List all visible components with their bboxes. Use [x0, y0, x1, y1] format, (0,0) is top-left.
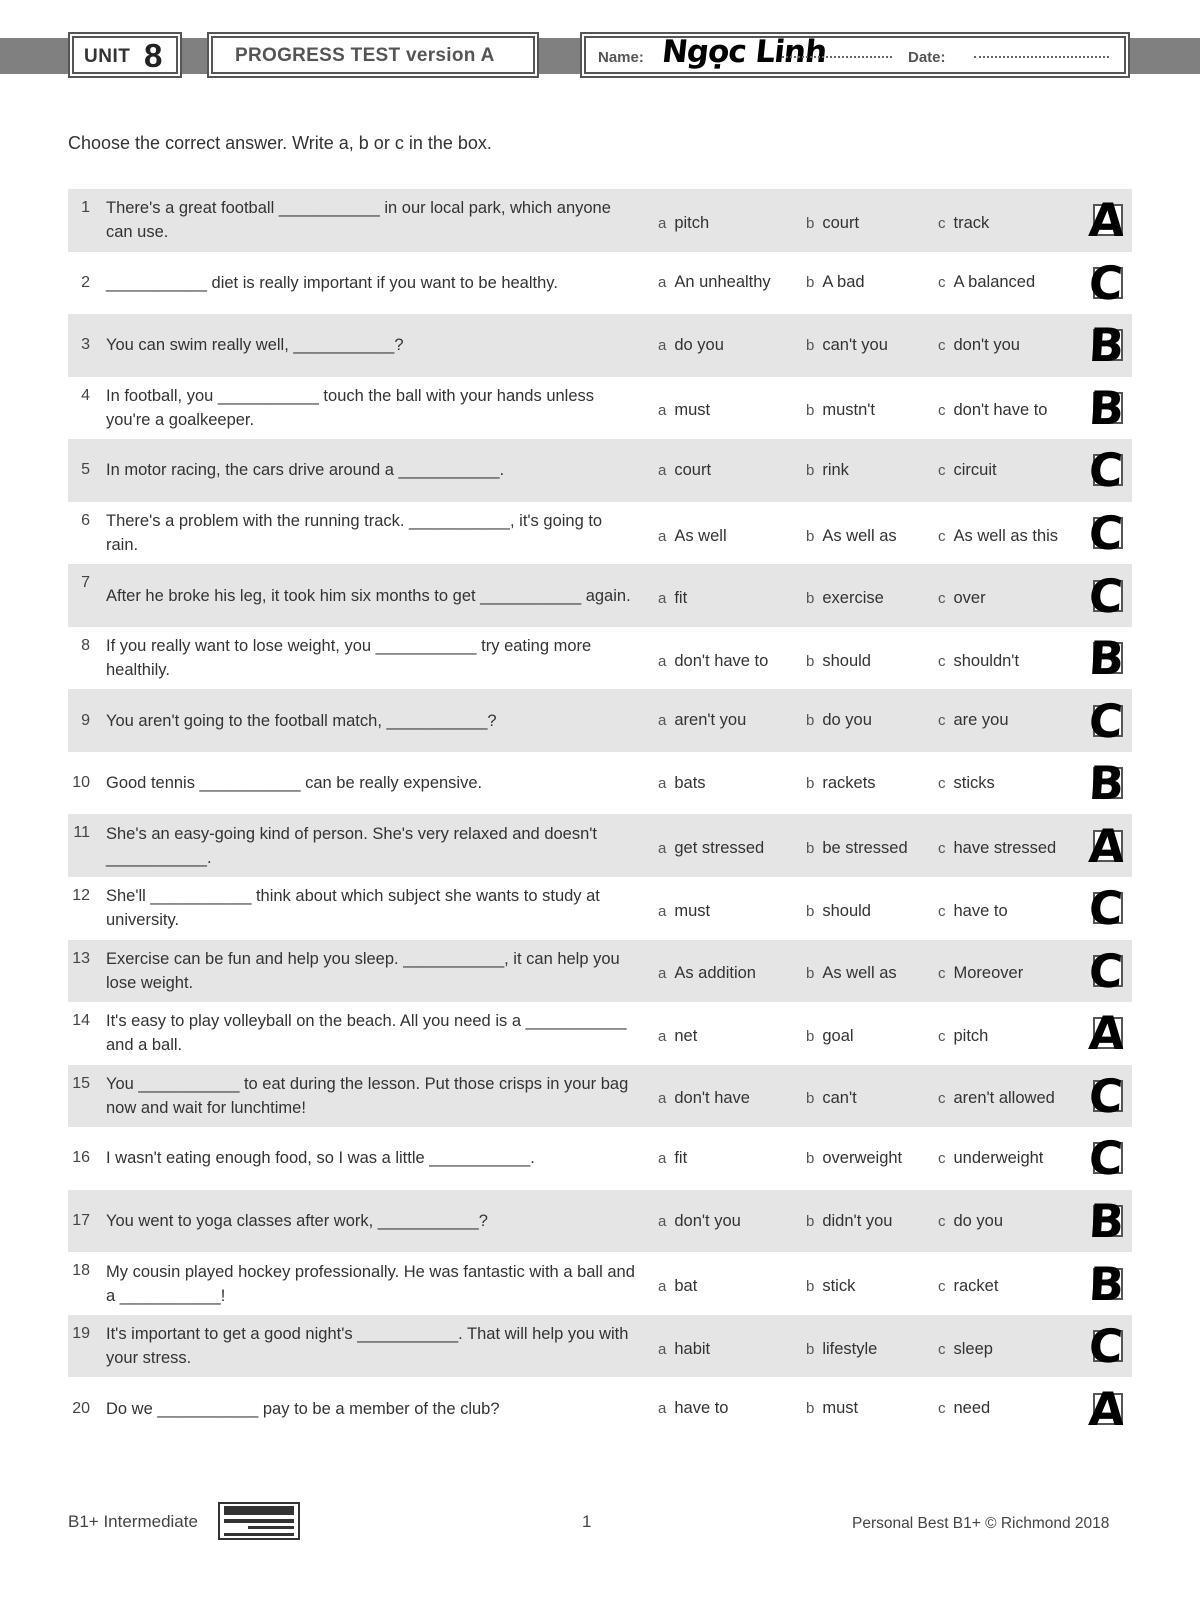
question-text: There's a problem with the running track. ___________, it's going to rain. — [106, 512, 603, 554]
handwritten-answer[interactable]: C — [1087, 506, 1125, 560]
option-letter: b — [806, 402, 815, 420]
option-letter: b — [806, 965, 815, 983]
footer-copyright: Personal Best B1+ © Richmond 2018 — [852, 1515, 1110, 1532]
option-a — [658, 1377, 728, 1440]
test-title-box — [207, 32, 539, 78]
option-b — [806, 252, 865, 315]
option-a — [658, 877, 710, 940]
option-letter: c — [938, 1027, 946, 1045]
question-row — [68, 1315, 1132, 1378]
option-c-text: have to — [953, 901, 1008, 920]
option-b-text: goal — [822, 1026, 854, 1045]
option-c-text: don't you — [953, 335, 1020, 354]
option-c-text: don't have to — [953, 401, 1048, 420]
question-row — [68, 627, 1132, 690]
option-b — [806, 877, 871, 940]
question-row — [68, 1190, 1132, 1253]
option-b — [806, 1127, 902, 1190]
question-text: You ___________ to eat during the lesson. Put those crisps in your bag now and wait for lunchtime! — [106, 1074, 629, 1117]
option-c — [938, 1190, 1003, 1253]
option-a — [658, 627, 768, 690]
option-a-text: court — [674, 460, 712, 479]
question-number: 16 — [72, 1149, 90, 1167]
option-letter: c — [938, 1400, 946, 1418]
option-a-text: habit — [674, 1339, 711, 1358]
question-row — [68, 314, 1132, 377]
option-a-text: bats — [674, 773, 706, 792]
option-b-text: can't — [822, 1089, 857, 1108]
footer-page-number: 1 — [582, 1512, 592, 1531]
option-c — [938, 1065, 1055, 1128]
option-c-text: aren't allowed — [953, 1089, 1055, 1108]
option-a — [658, 189, 709, 252]
handwritten-answer[interactable]: C — [1087, 693, 1125, 748]
option-a-text: have to — [674, 1399, 729, 1418]
option-letter: b — [806, 214, 815, 232]
question-text: Good tennis ___________ can be really expensive. — [106, 774, 483, 793]
option-b-text: A bad — [822, 273, 865, 292]
option-c — [938, 564, 986, 627]
option-c-text: Moreover — [953, 964, 1024, 983]
option-a — [658, 1002, 697, 1065]
option-letter: c — [938, 1278, 946, 1296]
option-c — [938, 1252, 998, 1315]
question-list — [68, 189, 1132, 1440]
handwritten-answer[interactable]: B — [1087, 631, 1126, 686]
handwritten-answer[interactable]: A — [1087, 1381, 1127, 1436]
question-row — [68, 1065, 1132, 1128]
name-date-box — [580, 32, 1130, 78]
option-b — [806, 439, 849, 502]
question-number: 5 — [81, 461, 90, 479]
option-a — [658, 1190, 741, 1253]
option-letter: a — [658, 214, 667, 232]
personal-best-logo — [218, 1502, 300, 1540]
question-row — [68, 1002, 1132, 1065]
option-letter: a — [658, 1090, 667, 1108]
question-row — [68, 377, 1132, 440]
question-row — [68, 1127, 1132, 1190]
option-letter: c — [938, 1340, 946, 1358]
option-letter: c — [938, 527, 946, 545]
question-text: You aren't going to the football match, ___________? — [106, 711, 497, 730]
handwritten-answer[interactable]: C — [1087, 255, 1125, 310]
handwritten-answer[interactable]: C — [1087, 568, 1125, 623]
question-text: It's easy to play volleyball on the beach. All you need is a ___________ and a ball. — [106, 1012, 627, 1055]
option-letter: b — [806, 1340, 815, 1358]
option-c — [938, 1377, 990, 1440]
handwritten-answer[interactable]: C — [1087, 443, 1125, 498]
option-a-text: don't have — [674, 1089, 750, 1108]
footer-level: B1+ Intermediate — [68, 1512, 198, 1531]
question-text: She'll ___________ think about which subject she wants to study at university. — [106, 887, 600, 930]
option-c-text: shouldn't — [953, 651, 1020, 670]
option-c — [938, 940, 1023, 1003]
option-letter: b — [806, 1149, 815, 1167]
handwritten-answer[interactable]: C — [1087, 943, 1125, 998]
option-letter: a — [658, 590, 667, 608]
option-a-text: don't have to — [674, 651, 769, 670]
option-letter: c — [938, 774, 946, 792]
option-c — [938, 1315, 993, 1378]
option-c-text: do you — [953, 1211, 1004, 1230]
option-letter: a — [658, 461, 667, 479]
option-letter: b — [806, 652, 815, 670]
option-b-text: do you — [822, 711, 872, 730]
option-a-text: As addition — [674, 964, 756, 983]
name-value[interactable]: Ngọc Linh — [660, 34, 829, 70]
option-a-text: An unhealthy — [674, 273, 771, 292]
question-text: My cousin played hockey professionally. He was fantastic with a ball and a ___________! — [106, 1262, 635, 1305]
question-number: 12 — [72, 887, 90, 905]
option-c-text: over — [953, 589, 986, 608]
option-letter: c — [938, 1090, 946, 1108]
option-a — [658, 814, 764, 877]
question-row — [68, 877, 1132, 940]
option-b-text: didn't you — [822, 1211, 893, 1230]
question-row — [68, 439, 1132, 502]
option-letter: a — [658, 712, 667, 730]
option-a — [658, 252, 771, 315]
option-letter: b — [806, 712, 815, 730]
option-letter: a — [658, 774, 667, 792]
question-number: 9 — [81, 711, 90, 729]
handwritten-answer[interactable]: B — [1087, 756, 1126, 811]
option-letter: a — [658, 1340, 667, 1358]
option-letter: c — [938, 336, 946, 354]
option-letter: c — [938, 214, 946, 232]
unit-number: 8 — [144, 37, 163, 74]
option-letter: b — [806, 1212, 815, 1230]
unit-box — [68, 32, 182, 78]
option-c-text: track — [953, 213, 990, 232]
option-c — [938, 252, 1035, 315]
option-c — [938, 814, 1056, 877]
option-c-text: sticks — [953, 773, 995, 792]
option-letter: a — [658, 840, 667, 858]
option-letter: c — [938, 840, 946, 858]
instructions: Choose the correct answer. Write a, b or c in the box. — [68, 133, 492, 153]
option-letter: c — [938, 461, 946, 479]
question-text: I wasn't eating enough food, so I was a little ___________. — [106, 1149, 535, 1168]
option-letter: b — [806, 527, 815, 545]
option-a-text: get stressed — [674, 839, 765, 858]
question-text: Do we ___________ pay to be a member of the club? — [106, 1399, 500, 1418]
option-a — [658, 377, 710, 440]
option-c-text: sleep — [953, 1339, 993, 1358]
question-number: 15 — [72, 1074, 90, 1092]
option-letter: b — [806, 774, 815, 792]
option-c-text: pitch — [953, 1026, 989, 1045]
option-a-text: don't you — [674, 1211, 741, 1230]
option-letter: c — [938, 902, 946, 920]
question-row — [68, 752, 1132, 815]
question-number: 13 — [72, 949, 90, 967]
option-a-text: fit — [674, 589, 688, 608]
question-row — [68, 814, 1132, 877]
option-letter: c — [938, 1212, 946, 1230]
option-c — [938, 189, 989, 252]
option-b-text: exercise — [822, 589, 884, 608]
option-b-text: mustn't — [822, 401, 876, 420]
date-line[interactable] — [974, 56, 1109, 58]
option-letter: a — [658, 1027, 667, 1045]
option-letter: b — [806, 902, 815, 920]
question-text: You went to yoga classes after work, ___________? — [106, 1212, 488, 1231]
option-a — [658, 1065, 750, 1128]
handwritten-answer[interactable]: B — [1087, 1194, 1126, 1249]
option-a-text: net — [674, 1026, 698, 1045]
option-letter: c — [938, 712, 946, 730]
option-letter: a — [658, 527, 667, 545]
option-b — [806, 1002, 854, 1065]
option-letter: c — [938, 652, 946, 670]
option-a — [658, 752, 706, 815]
question-number: 19 — [72, 1324, 90, 1342]
handwritten-answer[interactable]: A — [1087, 193, 1127, 248]
question-number: 6 — [81, 511, 90, 529]
option-b-text: lifestyle — [822, 1339, 878, 1358]
option-letter: c — [938, 402, 946, 420]
option-letter: a — [658, 1278, 667, 1296]
option-b-text: should — [822, 651, 871, 670]
option-a-text: pitch — [674, 213, 710, 232]
option-a — [658, 1252, 697, 1315]
option-letter: b — [806, 1400, 815, 1418]
option-b-text: rink — [822, 460, 849, 479]
option-letter: b — [806, 1278, 815, 1296]
question-text: In motor racing, the cars drive around a ___________. — [106, 461, 505, 480]
option-letter: a — [658, 1212, 667, 1230]
option-c-text: are you — [953, 711, 1009, 730]
option-letter: a — [658, 902, 667, 920]
question-text: You can swim really well, ___________? — [106, 336, 404, 355]
option-a — [658, 1315, 710, 1378]
question-row — [68, 189, 1132, 252]
option-a — [658, 940, 756, 1003]
option-b-text: should — [822, 901, 871, 920]
question-text: Exercise can be fun and help you sleep. ___________, it can help you lose weight. — [106, 949, 620, 992]
option-b-text: As well as — [822, 526, 897, 545]
handwritten-answer[interactable]: B — [1087, 318, 1126, 373]
option-b-text: court — [822, 213, 860, 232]
handwritten-answer[interactable]: A — [1087, 1006, 1127, 1061]
option-c — [938, 439, 997, 502]
option-c-text: underweight — [953, 1148, 1044, 1167]
option-letter: a — [658, 965, 667, 983]
option-b — [806, 1377, 858, 1440]
option-b-text: As well as — [822, 964, 897, 983]
option-b-text: overweight — [822, 1148, 903, 1167]
option-letter: a — [658, 336, 667, 354]
option-a — [658, 564, 687, 627]
question-text: ___________ diet is really important if you want to be healthy. — [106, 273, 558, 292]
question-row — [68, 1377, 1132, 1440]
option-a-text: must — [674, 901, 711, 920]
question-number: 11 — [73, 824, 90, 842]
question-number: 8 — [81, 636, 90, 654]
question-text: It's important to get a good night's ___________. That will help you with your stress. — [106, 1325, 629, 1368]
option-b — [806, 502, 897, 565]
option-letter: c — [938, 590, 946, 608]
question-row — [68, 502, 1132, 565]
option-letter: a — [658, 274, 667, 292]
unit-label: UNIT — [84, 46, 131, 67]
option-letter: b — [806, 840, 815, 858]
option-a — [658, 502, 727, 565]
option-letter: a — [658, 402, 667, 420]
handwritten-answer[interactable]: B — [1087, 1256, 1126, 1311]
question-number: 18 — [72, 1262, 90, 1280]
option-a — [658, 314, 724, 377]
handwritten-answer[interactable]: C — [1087, 1068, 1125, 1123]
option-letter: c — [938, 965, 946, 983]
option-b — [806, 564, 884, 627]
handwritten-answer[interactable]: A — [1087, 818, 1127, 873]
option-c-text: A balanced — [953, 273, 1036, 292]
option-letter: a — [658, 652, 667, 670]
option-letter: b — [806, 274, 815, 292]
option-letter: b — [806, 1090, 815, 1108]
option-c-text: have stressed — [953, 839, 1057, 858]
option-c — [938, 689, 1009, 752]
question-number: 10 — [72, 774, 90, 792]
test-title: PROGRESS TEST version A — [235, 45, 495, 66]
question-number: 3 — [81, 336, 90, 354]
option-c — [938, 752, 995, 815]
option-letter: a — [658, 1400, 667, 1418]
option-letter: b — [806, 336, 815, 354]
question-text: There's a great football ___________ in our local park, which anyone can use. — [106, 199, 611, 242]
name-line — [782, 56, 892, 58]
option-b-text: rackets — [822, 773, 876, 792]
name-label: Name: — [598, 49, 644, 66]
option-b-text: can't you — [822, 335, 888, 354]
option-a-text: aren't you — [674, 711, 747, 730]
question-number: 14 — [72, 1012, 90, 1030]
option-a — [658, 1127, 687, 1190]
question-text: After he broke his leg, it took him six months to get ___________ again. — [106, 586, 631, 605]
option-a — [658, 689, 746, 752]
option-letter: b — [806, 590, 815, 608]
option-letter: c — [938, 274, 946, 292]
option-a — [658, 439, 711, 502]
option-b — [806, 1190, 892, 1253]
option-c-text: racket — [953, 1277, 999, 1296]
option-c — [938, 377, 1047, 440]
option-c — [938, 877, 1008, 940]
handwritten-answer[interactable]: B — [1087, 380, 1126, 435]
question-number: 17 — [72, 1212, 90, 1230]
option-c — [938, 627, 1019, 690]
option-b — [806, 689, 872, 752]
option-a-text: must — [674, 401, 711, 420]
date-label: Date: — [908, 49, 946, 66]
handwritten-answer[interactable]: C — [1087, 1131, 1125, 1186]
option-b — [806, 189, 859, 252]
option-c — [938, 502, 1058, 565]
option-letter: b — [806, 1027, 815, 1045]
option-b — [806, 1065, 857, 1128]
option-c-text: As well as this — [953, 526, 1059, 545]
option-b-text: stick — [822, 1277, 856, 1296]
option-a-text: do you — [674, 335, 724, 354]
handwritten-answer[interactable]: C — [1087, 1319, 1125, 1374]
option-letter: c — [938, 1149, 946, 1167]
option-c — [938, 1127, 1043, 1190]
option-b — [806, 752, 876, 815]
option-b — [806, 314, 888, 377]
option-c — [938, 1002, 988, 1065]
question-row — [68, 1252, 1132, 1315]
option-b-text: be stressed — [822, 839, 908, 858]
question-row — [68, 252, 1132, 315]
question-text: She's an easy-going kind of person. She's very relaxed and doesn't ___________. — [106, 824, 598, 867]
option-a-text: bat — [674, 1277, 698, 1296]
option-c-text: circuit — [953, 460, 997, 479]
option-b — [806, 814, 908, 877]
question-text: In football, you ___________ touch the ball with your hands unless you're a goalkeeper. — [106, 386, 595, 429]
option-c — [938, 314, 1020, 377]
question-row — [68, 564, 1132, 627]
question-row — [68, 940, 1132, 1003]
option-b-text: must — [822, 1399, 859, 1418]
question-text: If you really want to lose weight, you ___________ try eating more healthily. — [106, 637, 592, 680]
question-number: 7 — [81, 574, 90, 592]
option-b — [806, 940, 897, 1003]
question-number: 20 — [72, 1399, 90, 1417]
question-row — [68, 689, 1132, 752]
option-c-text: need — [953, 1399, 991, 1418]
option-a-text: As well — [674, 526, 727, 545]
option-letter: a — [658, 1149, 667, 1167]
option-b — [806, 1252, 855, 1315]
option-b — [806, 627, 871, 690]
question-number: 1 — [81, 199, 90, 216]
option-a-text: fit — [674, 1148, 688, 1167]
option-b — [806, 377, 875, 440]
question-number: 2 — [81, 273, 90, 291]
question-number: 4 — [81, 386, 90, 404]
option-b — [806, 1315, 877, 1378]
option-letter: b — [806, 461, 815, 479]
handwritten-answer[interactable]: C — [1087, 881, 1125, 936]
